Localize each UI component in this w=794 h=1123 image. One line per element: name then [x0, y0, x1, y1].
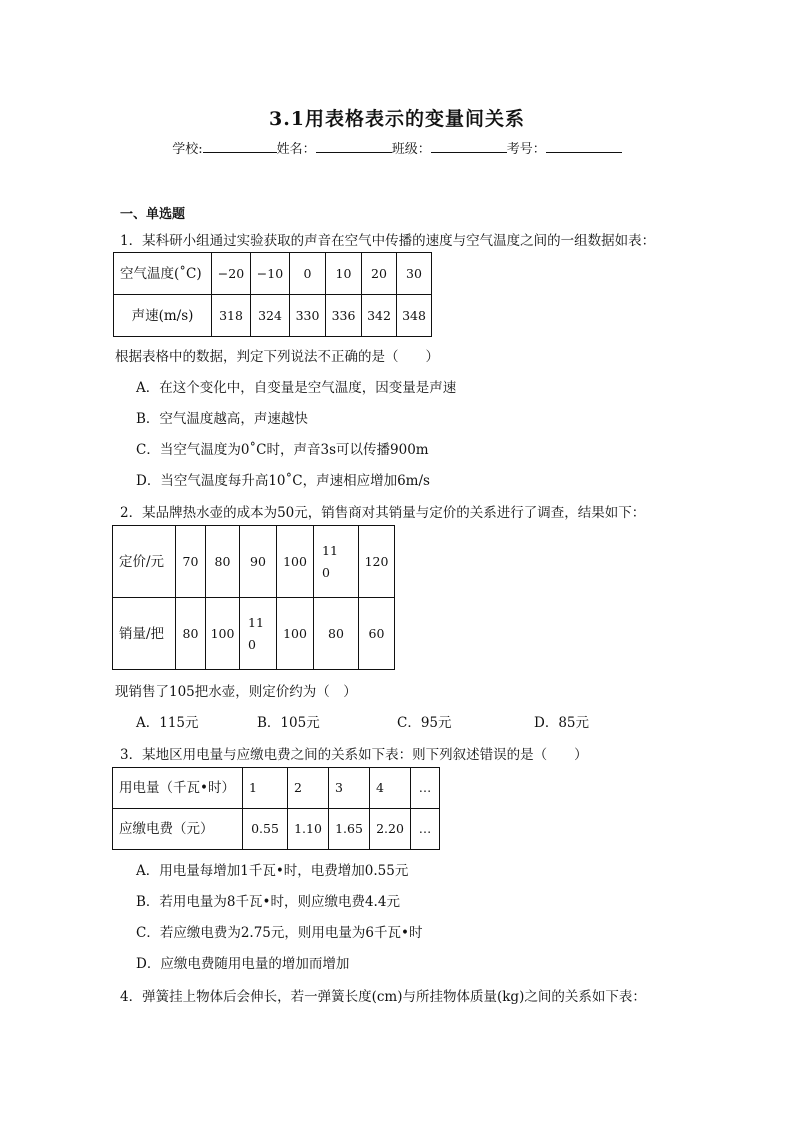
q1-cell: 20	[362, 253, 397, 295]
q1-cell: 0	[290, 253, 326, 295]
q1-cell: 30	[397, 253, 432, 295]
q1-option-b: B．空气温度越高，声速越快	[136, 411, 308, 427]
q2-cell: 60	[359, 598, 395, 670]
q1-cell: −20	[212, 253, 251, 295]
q2-option-d: D．85元	[534, 715, 590, 731]
q1-table	[113, 252, 432, 337]
q3-cell: 1.10	[288, 809, 329, 850]
q1-cell: 空气温度(˚C)	[114, 253, 212, 295]
page-title: 3.1用表格表示的变量间关系	[268, 108, 526, 130]
q2-stem: 2．某品牌热水壶的成本为50元，销售商对其销量与定价的关系进行了调查，结果如下：	[120, 505, 646, 521]
q2-prompt: 现销售了105把水壶，则定价约为（ ）	[115, 684, 357, 700]
q2-option-c: C．95元	[397, 715, 452, 731]
q4-stem: 4．弹簧挂上物体后会伸长，若一弹簧长度(cm)与所挂物体质量(kg)之间的关系如下表：	[120, 989, 646, 1005]
q1-row-temperature	[114, 253, 432, 295]
q3-cell: 4	[370, 768, 411, 809]
q1-stem: 1．某科研小组通过实验获取的声音在空气中传播的速度与空气温度之间的一组数据如表：	[120, 233, 656, 249]
class-label: 班级：	[391, 142, 431, 157]
q3-table	[112, 767, 440, 850]
q2-cell: 80	[314, 598, 359, 670]
q3-cell: 3	[329, 768, 370, 809]
q1-cell: 336	[326, 295, 362, 337]
q1-cell: 声速(m/s)	[114, 295, 212, 337]
q2-cell: 90	[240, 526, 277, 598]
q3-cell: 1	[243, 768, 288, 809]
q1-prompt: 根据表格中的数据，判定下列说法不正确的是（ ）	[115, 349, 439, 365]
q1-cell: 330	[290, 295, 326, 337]
q2-cell: 120	[359, 526, 395, 598]
class-blank	[431, 138, 507, 153]
student-info-line	[0, 138, 794, 157]
q2-row-sales	[113, 598, 395, 670]
q2-cell: 100	[206, 598, 240, 670]
q3-option-d: D．应缴电费随用电量的增加而增加	[136, 956, 350, 972]
q2-row-price	[113, 526, 395, 598]
q2-cell: 80	[206, 526, 240, 598]
q3-option-a: A．用电量每增加1千瓦•时，电费增加0.55元	[136, 863, 409, 879]
q3-cell: …	[411, 809, 440, 850]
q1-option-c: C．当空气温度为0˚C时，声音3s可以传播900m	[136, 442, 429, 458]
q1-cell: 348	[397, 295, 432, 337]
q2-option-a: A．115元	[136, 715, 199, 731]
q3-cell: 用电量（千瓦•时）	[113, 768, 243, 809]
q2-cell: 70	[176, 526, 206, 598]
name-blank	[316, 138, 392, 153]
q2-cell: 销量/把	[113, 598, 176, 670]
q1-cell: −10	[251, 253, 290, 295]
q2-cell: 11 0	[240, 598, 277, 670]
q3-cell: 2	[288, 768, 329, 809]
q2-cell: 定价/元	[113, 526, 176, 598]
q1-row-speed	[114, 295, 432, 337]
q1-cell: 324	[251, 295, 290, 337]
q2-cell: 100	[277, 526, 314, 598]
q2-option-b: B．105元	[257, 715, 320, 731]
exam-no-label: 考号：	[506, 142, 546, 157]
q1-cell: 318	[212, 295, 251, 337]
q2-table	[112, 525, 395, 670]
exam-no-blank	[546, 138, 622, 153]
q1-option-a: A．在这个变化中，自变量是空气温度，因变量是声速	[136, 380, 457, 396]
name-label: 姓名：	[276, 142, 316, 157]
school-label: 学校:	[172, 142, 203, 157]
q3-row-fee	[113, 809, 440, 850]
q3-option-c: C．若应缴电费为2.75元，则用电量为6千瓦•时	[136, 925, 423, 941]
q2-cell: 11 0	[314, 526, 359, 598]
q3-cell: …	[411, 768, 440, 809]
q3-cell: 0.55	[243, 809, 288, 850]
q1-cell: 342	[362, 295, 397, 337]
q3-cell: 1.65	[329, 809, 370, 850]
q2-cell: 80	[176, 598, 206, 670]
q3-cell: 2.20	[370, 809, 411, 850]
q3-stem: 3．某地区用电量与应缴电费之间的关系如下表：则下列叙述错误的是（ ）	[120, 747, 588, 763]
q3-option-b: B．若用电量为8千瓦•时，则应缴电费4.4元	[136, 894, 400, 910]
q1-option-d: D．当空气温度每升高10˚C，声速相应增加6m/s	[136, 473, 430, 489]
q1-cell: 10	[326, 253, 362, 295]
section-heading: 一、单选题	[120, 207, 186, 222]
q3-row-usage	[113, 768, 440, 809]
q3-cell: 应缴电费（元）	[113, 809, 243, 850]
school-blank	[203, 138, 277, 153]
q2-cell: 100	[277, 598, 314, 670]
